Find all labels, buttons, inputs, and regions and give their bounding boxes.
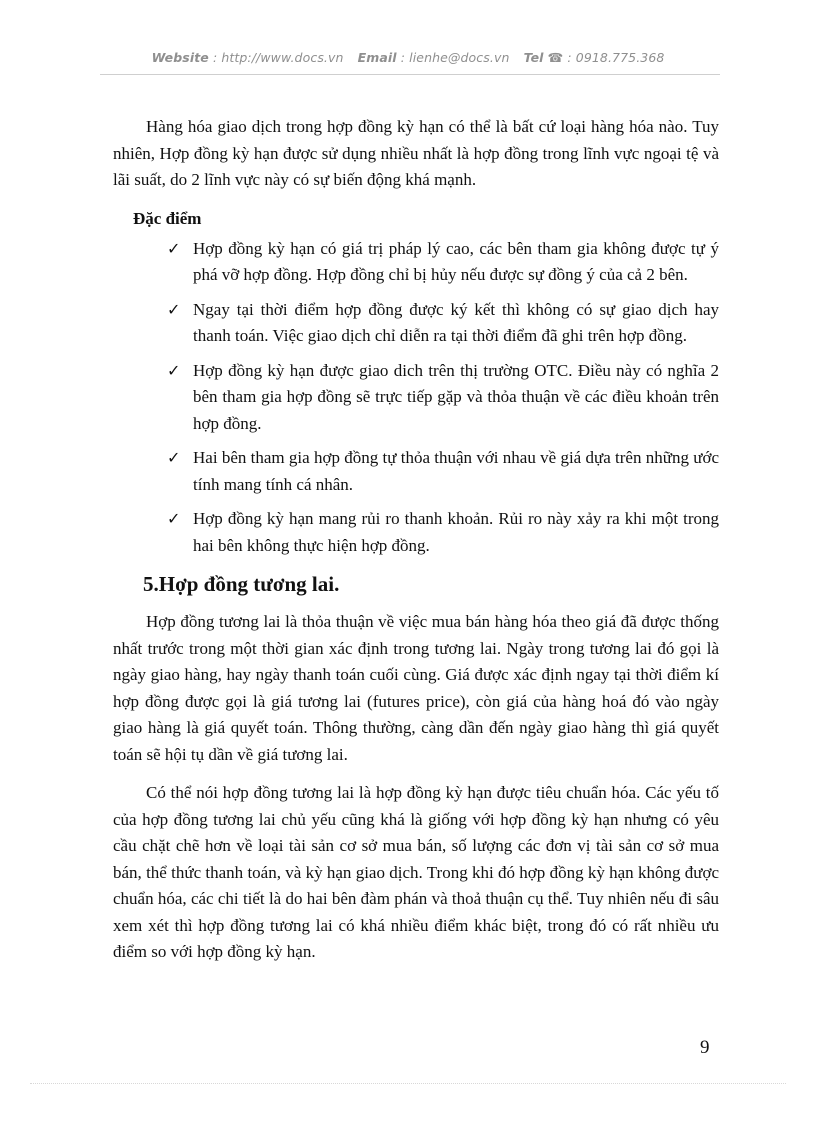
checkmark-icon: ✓ bbox=[167, 448, 181, 467]
list-item bbox=[167, 358, 719, 438]
checkmark-icon: ✓ bbox=[167, 360, 181, 380]
intro-paragraph: Hàng hóa giao dịch trong hợp đồng kỳ hạn có thể là bất cứ loại hàng hóa nào. Tuy nhiên, Hợp đồng kỳ hạn được sử dụng nhiều nhất là hợp đồng trong lĩnh vực ngoại tệ và lãi suất, do 2 lĩnh vực này có sự biến động khá mạnh. bbox=[113, 117, 719, 189]
list-item-text: Hợp đồng kỳ hạn có giá trị pháp lý cao, các bên tham gia không được tự ý phá vỡ hợp đồng. Hợp đồng chỉ bị hủy nếu được sự đồng ý của cả 2 bên. bbox=[193, 238, 719, 284]
list-item bbox=[167, 236, 719, 289]
website-value: : http://www.docs.vn bbox=[212, 50, 344, 65]
list-item bbox=[167, 297, 719, 350]
features-list bbox=[113, 236, 719, 560]
list-item-text: Hai bên tham gia hợp đồng tự thỏa thuận với nhau về giá dựa trên những ước tính mang tính cá nhân. bbox=[193, 448, 719, 494]
header-divider bbox=[100, 74, 720, 75]
section-paragraph: Hợp đồng tương lai là thỏa thuận về việc mua bán hàng hóa theo giá đã được thống nhất trước trong một thời gian xác định trong tương lai. Ngày trong tương lai đó gọi là ngày giao hàng, hay ngày thanh toán cuối cùng. Giá được xác định ngay tại thời điểm kí hợp đồng được gọi là giá tương lai (futures price), còn giá của hàng hoá đó vào ngày giao hàng là giá quyết toán. Thông thường, càng dần đến ngày giao hàng thì giá quyết toán sẽ hội tụ dần về giá tương lai. bbox=[113, 612, 719, 764]
features-heading: Đặc điểm bbox=[133, 208, 202, 228]
page-number: 9 bbox=[700, 1037, 710, 1058]
list-item-text: Ngay tại thời điểm hợp đồng được ký kết thì không có sự giao dịch hay thanh toán. Việc giao dịch chỉ diễn ra tại thời điểm đã ghi trên hợp đồng. bbox=[193, 299, 719, 345]
list-item-text: Hợp đồng kỳ hạn mang rủi ro thanh khoản. Rủi ro này xảy ra khi một trong hai bên không thực hiện hợp đồng. bbox=[193, 509, 719, 555]
checkmark-icon: ✓ bbox=[167, 238, 181, 258]
tel-label: Tel bbox=[523, 50, 544, 65]
page-header bbox=[0, 50, 816, 65]
tel-value: : 0918.775.368 bbox=[567, 50, 665, 65]
page-body bbox=[113, 114, 719, 978]
list-item bbox=[167, 445, 719, 498]
checkmark-icon: ✓ bbox=[167, 299, 181, 319]
website-label: Website bbox=[151, 50, 209, 65]
list-item-text: Hợp đồng kỳ hạn được giao dich trên thị trường OTC. Điều này có nghĩa 2 bên tham gia hợp đồng sẽ trực tiếp gặp và thỏa thuận về các điều khoản trên hợp đồng. bbox=[193, 360, 719, 433]
footer-divider bbox=[30, 1083, 786, 1084]
section-title: 5.Hợp đồng tương lai. bbox=[143, 572, 340, 596]
checkmark-icon: ✓ bbox=[167, 509, 181, 528]
phone-icon: ☎ bbox=[547, 50, 564, 65]
list-item bbox=[167, 506, 719, 559]
email-label: Email bbox=[357, 50, 397, 65]
email-value: : lienhe@docs.vn bbox=[400, 50, 510, 65]
section-paragraph: Có thể nói hợp đồng tương lai là hợp đồng kỳ hạn được tiêu chuẩn hóa. Các yếu tố của hợp đồng tương lai chủ yếu cũng khá là giống với hợp đồng kỳ hạn nhưng có yêu cầu chặt chẽ hơn về loại tài sản cơ sở mua bán, số lượng các đơn vị tài sản cơ sở mua bán, thể thức thanh toán, và kỳ hạn giao dịch. Trong khi đó hợp đồng kỳ hạn không được chuẩn hóa, các chi tiết là do hai bên đàm phán và thoả thuận cụ thể. Tuy nhiên nếu đi sâu xem xét thì hợp đồng tương lai có khá nhiều điểm khác biệt, trong đó có rất nhiều ưu điểm so với hợp đồng kỳ hạn. bbox=[113, 783, 719, 961]
